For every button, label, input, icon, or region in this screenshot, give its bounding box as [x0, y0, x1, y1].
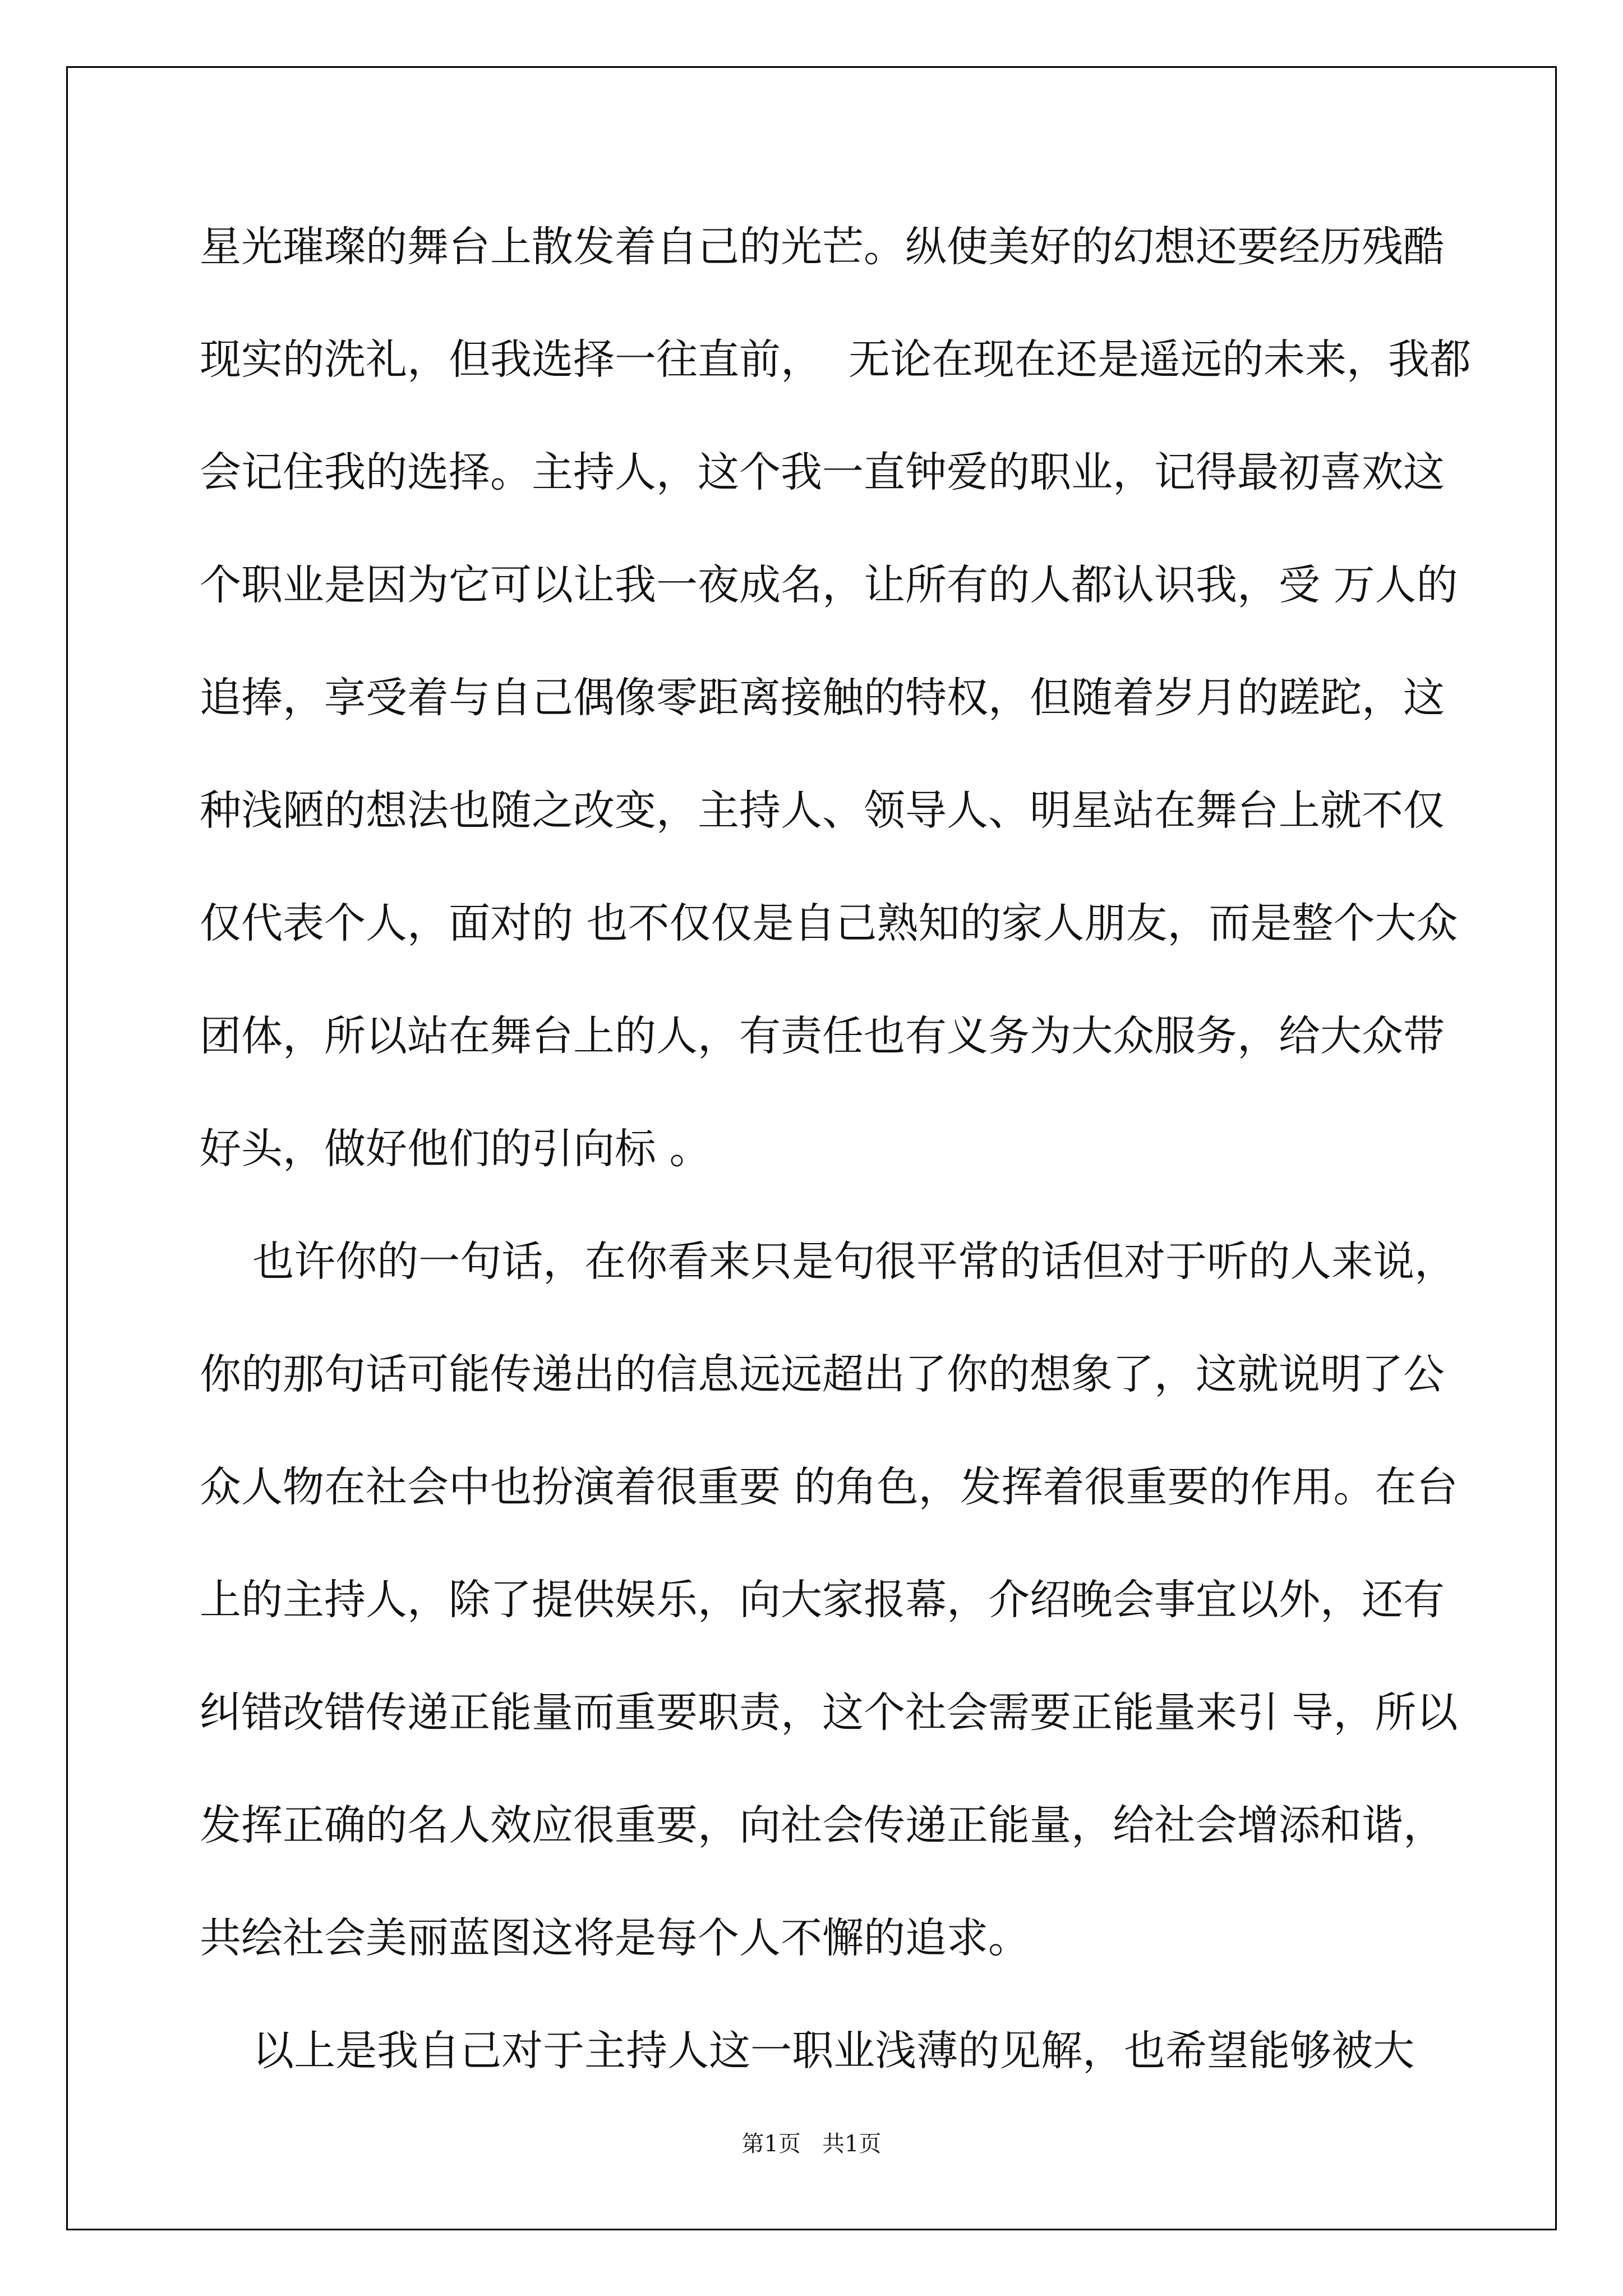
text-line-9: 好头，做好他们的引向标 。: [200, 1125, 711, 1173]
text-line-14: 纠错改错传递正能量而重要职责，这个社会需要正能量来引 导，所以: [200, 1688, 1458, 1737]
text-line-11: 你的那句话可能传递出的信息远远超出了你的想象了，这就说明了公: [200, 1350, 1445, 1398]
text-line-2: 现实的洗礼，但我选择一往直前， 无论在现在还是遥远的未来，我都: [200, 335, 1472, 384]
text-line-7: 仅代表个人，面对的 也不仅仅是自己熟知的家人朋友，而是整个大众: [200, 899, 1458, 947]
text-line-17: 以上是我自己对于主持人这一职业浅薄的见解，也希望能够被大: [200, 2027, 1415, 2075]
page-footer: 第1页 共1页: [741, 2131, 882, 2157]
text-line-12: 众人物在社会中也扮演着很重要 的角色，发挥着很重要的作用。在台: [200, 1463, 1458, 1511]
text-line-13: 上的主持人，除了提供娱乐，向大家报幕，介绍晚会事宜以外，还有: [200, 1576, 1445, 1624]
text-line-10: 也许你的一句话，在你看来只是句很平常的话但对于听的人来说，: [200, 1237, 1456, 1286]
text-line-6: 种浅陋的想法也随之改变，主持人、领导人、明星站在舞台上就不仅: [200, 786, 1445, 835]
text-line-15: 发挥正确的名人效应很重要，向社会传递正能量，给社会增添和谐，: [200, 1801, 1445, 1849]
text-line-16: 共绘社会美丽蓝图这将是每个人不懈的追求。: [200, 1914, 1030, 1962]
body-text: [200, 191, 1472, 2108]
text-line-5: 追捧，享受着与自己偶像零距离接触的特权，但随着岁月的蹉跎，这: [200, 674, 1445, 722]
text-line-8: 团体，所以站在舞台上的人，有责任也有义务为大众服务，给大众带: [200, 1012, 1445, 1060]
text-line-1: 星光璀璨的舞台上散发着自己的光芒。纵使美好的幻想还要经历残酷: [200, 223, 1445, 271]
text-line-3: 会记住我的选择。主持人，这个我一直钟爱的职业，记得最初喜欢这: [200, 448, 1445, 496]
text-line-4: 个职业是因为它可以让我一夜成名，让所有的人都认识我，受 万人的: [200, 561, 1458, 609]
